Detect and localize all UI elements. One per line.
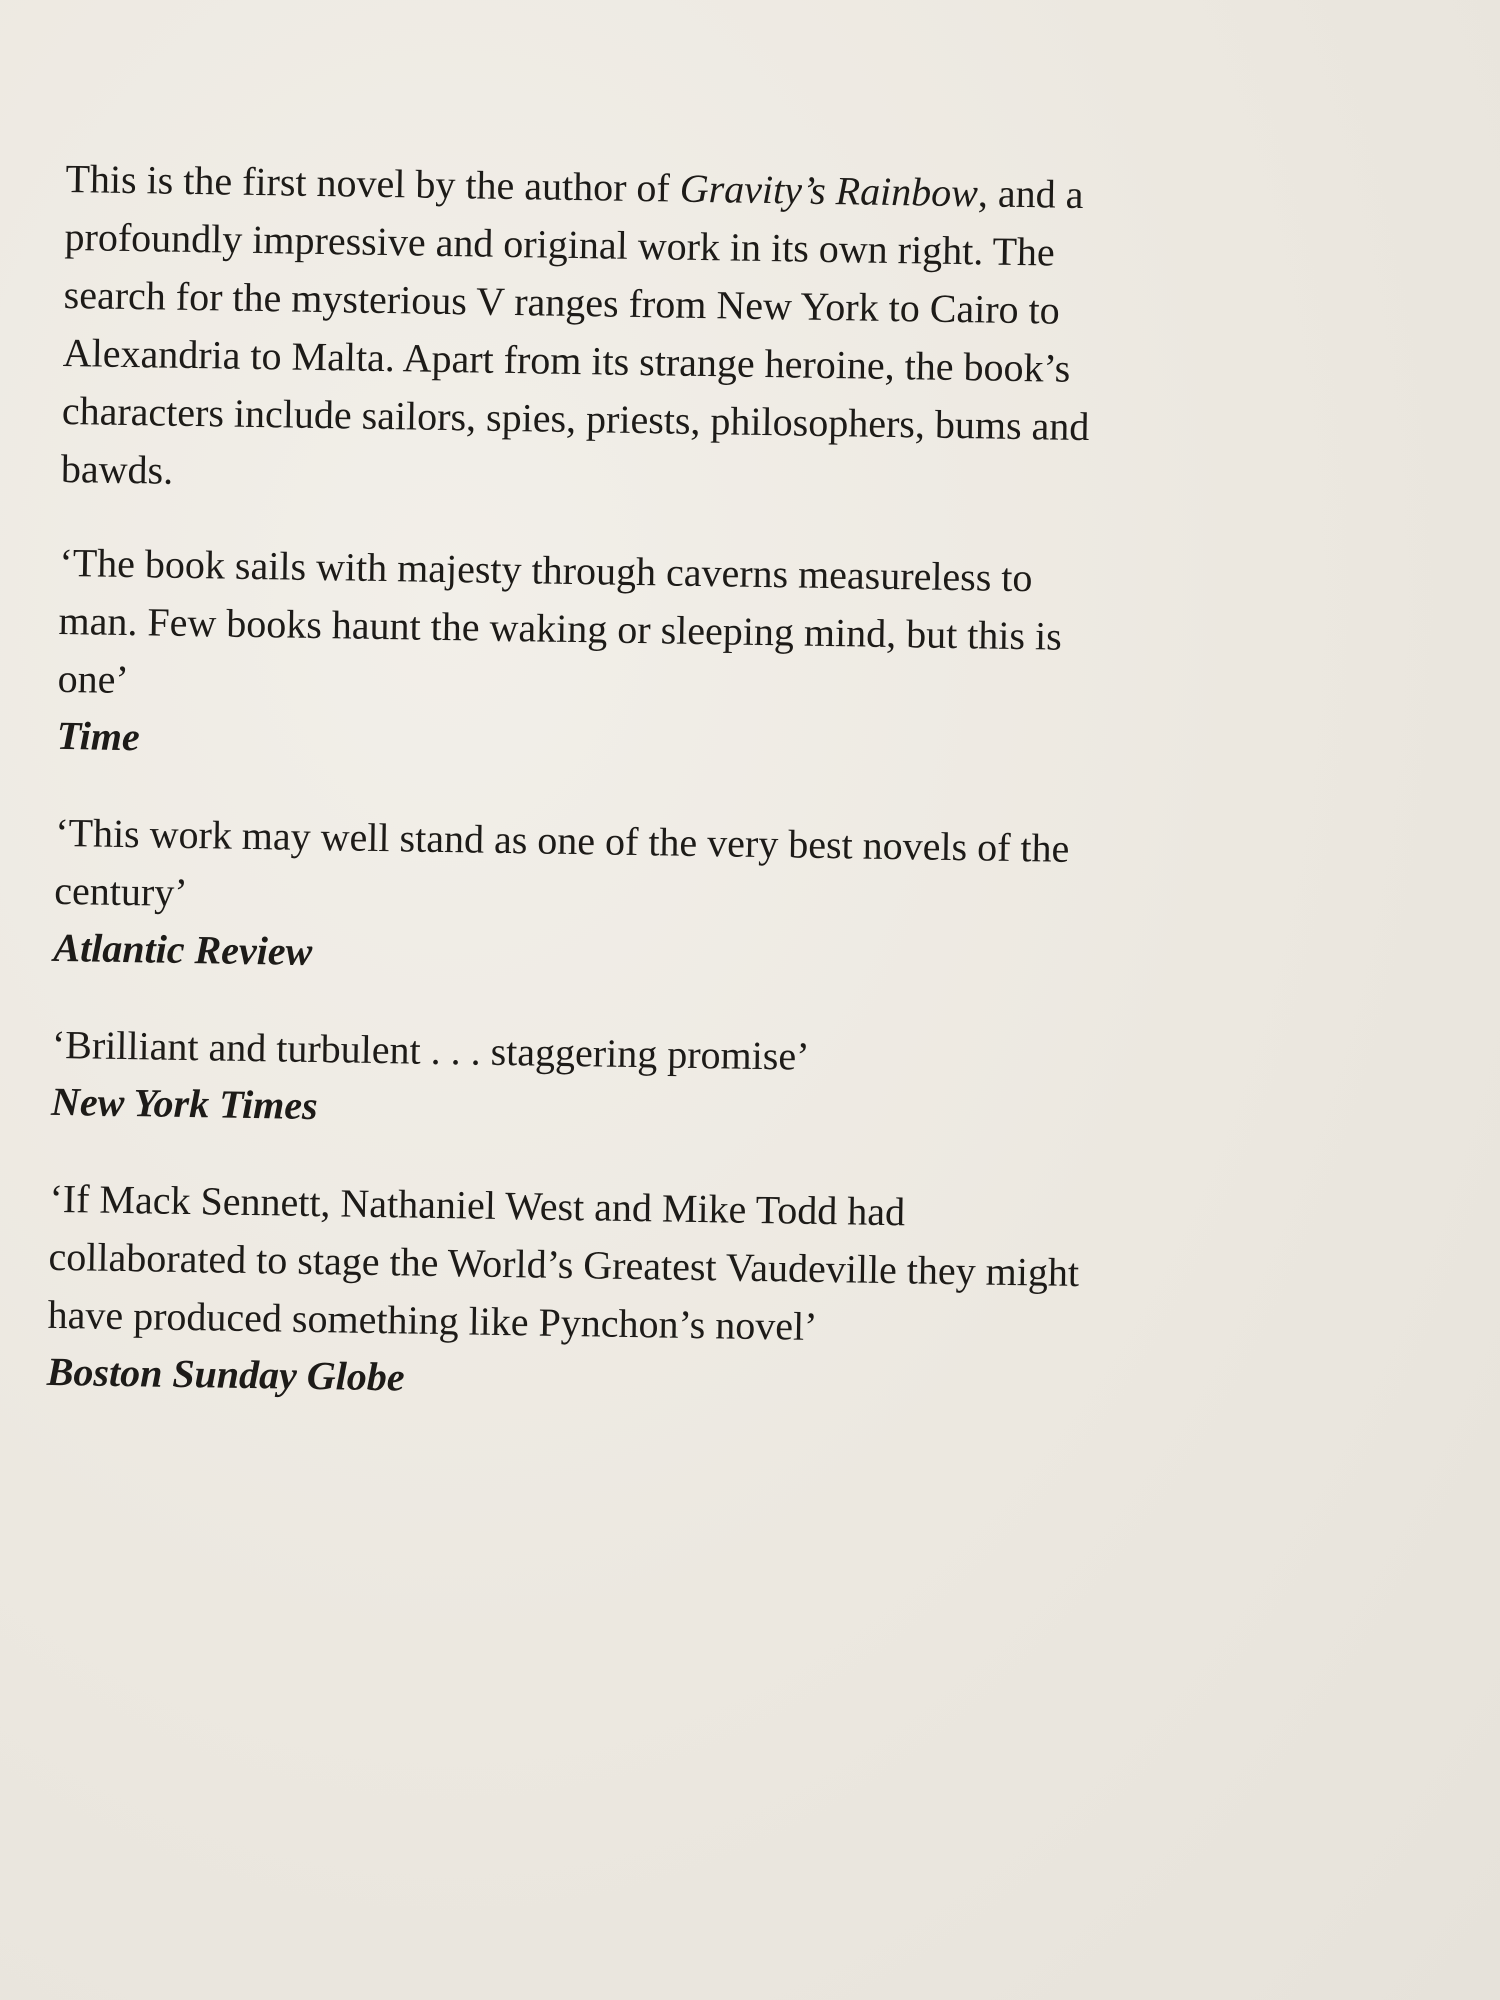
review-quote: ‘The book sails with majesty through caverns measureless to man. Few books haunt the waking or sleeping mind, but this is one’ — [57, 539, 1063, 703]
review-nyt — [51, 1016, 1113, 1147]
blurb-text-start: This is the first novel by the author of — [65, 155, 681, 211]
review-atlantic — [53, 804, 1116, 993]
review-quote: ‘This work may well stand as one of the very best novels of the century’ — [54, 809, 1070, 915]
review-source: New York Times — [50, 1078, 319, 1129]
review-boston-globe — [46, 1170, 1109, 1417]
review-quote: ‘If Mack Sennett, Nathaniel West and Mike Todd had collaborated to stage the World’s Greatest Vaudeville they might have produced something like Pynchon’s novel’ — [47, 1175, 1080, 1349]
cover-text — [46, 150, 1126, 1456]
review-source: Time — [56, 712, 141, 760]
blurb-book-title: Gravity’s Rainbow — [679, 165, 979, 216]
review-source: Boston Sunday Globe — [46, 1348, 405, 1400]
blurb-text-end: , and a profoundly impressive and original work in its own right. The search for the mysterious V ranges from New York to Cairo to Alexandria to Malta. Apart from its strange heroine, the book’s characters include sailors, spies, priests, philosophers, bums and bawds. — [60, 170, 1090, 493]
review-time — [56, 534, 1119, 781]
review-source: Atlantic Review — [53, 924, 313, 974]
review-quote: ‘Brilliant and turbulent . . . staggering promise’ — [51, 1021, 810, 1079]
book-blurb — [61, 150, 1126, 515]
